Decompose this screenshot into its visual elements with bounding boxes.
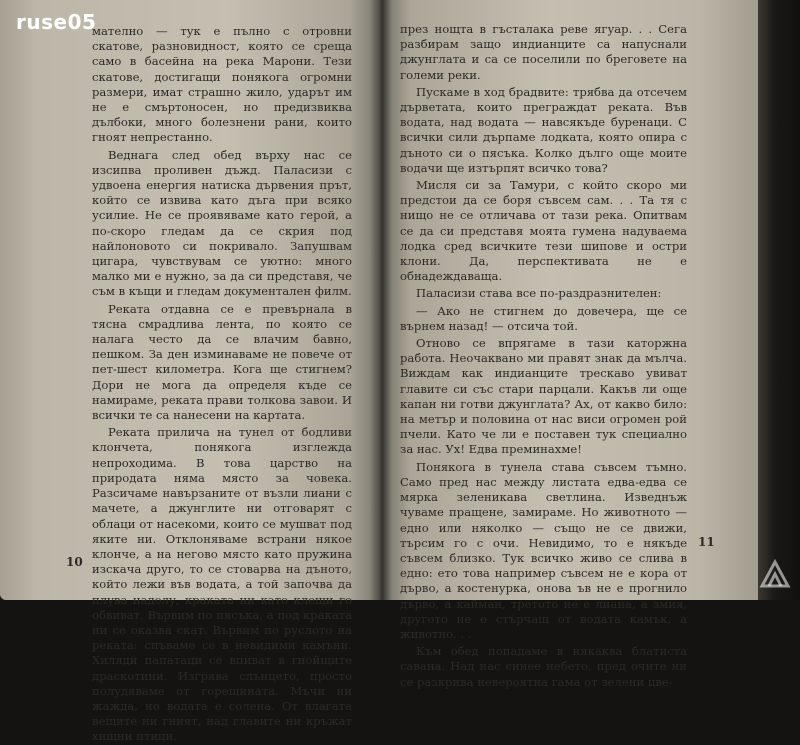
paragraph: Към обед попадаме в някаква блатиста савана. Над нас синее небето, пред очите ни се разкрива невероятна гама от зелени цве-	[400, 644, 687, 689]
right-page-text	[400, 22, 687, 690]
paragraph: Понякога в тунела става съвсем тъмно. Само пред нас между листата едва-едва се мярка зеленикава светлина. Изведнъж чуваме пращене, замираме. Но животното — едно или няколко — също не се движи, търсим го с очи. Невидимо, то е някъде съвсем близко. Тук всичко живо се слива в едно: ето това например съвсем не е кора от дърво, а костенурка, онова ъв не е прогнило дърво, а кайман, третото не е лиана, а змия, другото не е стърчащ от водата камък, а животно. . .	[400, 459, 687, 641]
paragraph: през нощта в гъсталака реве ягуар. . . Сега разбирам защо индианците са напуснали джунглата и са се поселили по бреговете на големи реки.	[400, 22, 687, 82]
paragraph: мателно — тук е пълно с отровни скатове, разновидност, която се среща само в басейна на река Марони. Тези скатове, достигащи понякога огромни размери, имат страшно жило, ударът им не е смъртоносен, но предизвиква дълбоки, много болезнени рани, които гноят непрестанно.	[92, 24, 352, 145]
background-edge	[758, 0, 800, 600]
paragraph: Отново се впрягаме в тази каторжна работа. Неочаквано ми правят знак да мълча. Виждам как индианците трескаво увиват главите си със стари парцали. Какъв ли още капан ни готви джунглата? Ах, от какво било: на метър и половина от нас виси огромен рой пчели. Като че ли е поставен тук специално за нас. Ух! Едва преминахме!	[400, 336, 687, 457]
paragraph: Реката отдавна се е превърнала в тясна смрадлива лента, по която се налага често да се влачим бавно, пешком. За ден изминаваме не повече от пет-шест километра. Кога ще стигнем? Дори не мога да определя къде се намираме, реката прави толкова завои. И всички те са нанесени на картата.	[92, 301, 352, 423]
page-number: 10	[66, 555, 83, 569]
paragraph: — Ако не стигнем до довечера, ще се върнем назад! — отсича той.	[400, 303, 687, 333]
page-number: 11	[698, 535, 715, 549]
right-page	[380, 0, 758, 689]
left-page	[0, 0, 380, 744]
paragraph: Реката прилича на тунел от бодливи клончета, понякога изглежда непроходима. В това царство на природата няма място за човека. Разсичаме навързаните от възли лиани с мачете, а джунглите ни отговарят с облаци от насекоми, които се мушват под яките ни. Отклоняваме встрани някое клонче, а на негово място като пружина изскача друго, то се стоварва на дъното, който лежи във водата, а той започва да плува надолу, краката ни като клещи го обвиват. Вървим по пясъка, а под краката ни се оказва скат. Вървим по руслото на реката: спъваме се в невидими камъни. Хиляди папатаци се впиват в гнойщите драскотини. Изгрява слънцето, просто полудяваме от горещината. Мъчи ни жажда, но водата е солена. От влагата вещите ни гният, над главите ни кръжат хищни птици.	[92, 425, 352, 744]
paragraph: Паласизи става все по-раздразнителен:	[416, 286, 662, 301]
left-page-text	[92, 24, 352, 745]
logo-icon	[760, 558, 790, 588]
paragraph: Мисля си за Тамури, с който скоро ми предстои да се боря съвсем сам. . . Та тя с нищо не се отличава от тази река. Опитвам се да си представя моята гумена надуваема лодка сред всичките тези шипове и остри клони. Да, перспективата не е обнадеждаваща.	[400, 178, 687, 284]
watermark-text: ruse05	[16, 10, 97, 34]
book-gutter	[370, 0, 392, 600]
paragraph: Пускаме в ход брадвите: трябва да отсечем дърветата, които преграждат реката. Във водата, над водата — навсякъде буренаци. С всички сили дърпаме лодката, която опира с дъното си о пясъка. Колко дълго още моите водачи ще изтърпят всичко това?	[400, 84, 687, 175]
bazar-logo	[694, 556, 794, 592]
paragraph: Веднага след обед върху нас се изсипва проливен дъжд. Паласизи с удвоена енергия натиска дървения прът, който се извива като дъга при всяко усилие. Не се проявяваме като герой, а по-скоро гледам да се скрия под найлоновото си покривало. Запушвам цигара, чувствувам се уютно: много малко ми е нужно, за да си представя, че съм в къщи и гледам документален филм.	[92, 147, 352, 299]
